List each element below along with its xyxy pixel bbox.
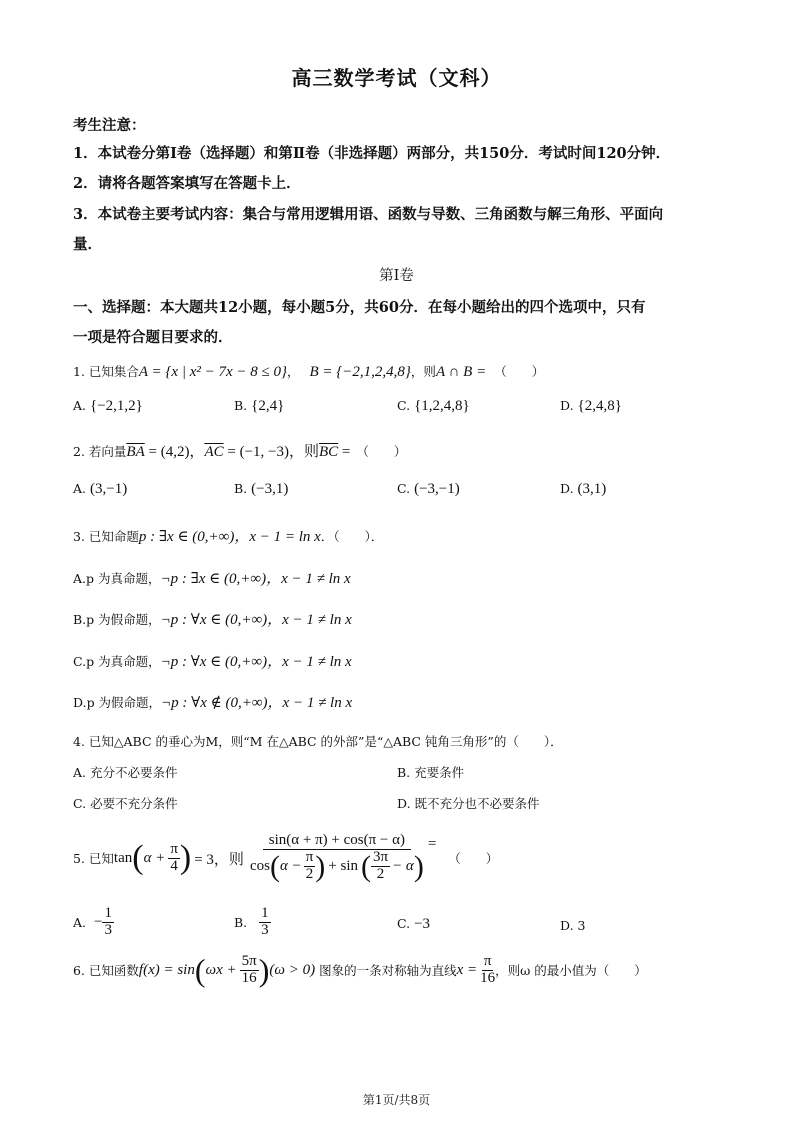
- q2-option-d[interactable]: D. (3,1): [560, 481, 607, 497]
- q2-vector-ba: $\overline{BA}$: [126, 444, 145, 460]
- q1-suffix: ，则: [410, 364, 436, 379]
- q2-prefix: 2. 若向量: [73, 444, 127, 459]
- q1-set-b: B = {−2,1,2,4,8}: [309, 364, 411, 380]
- question-5: 5. 已知 tan ( α + $\frac{\pi}{4}$ ) = 3，则 sin(α + π) + cos(π − α) cos ( α − $\frac{\pi}{2}$ ) + sin ( $\frac{3\pi}{2}$ − α ) = （ ）: [73, 832, 499, 883]
- q3-option-a[interactable]: A.p 为真命题，¬p : ∃x ∈ (0,+∞)，x − 1 ≠ ln x: [73, 571, 351, 587]
- q3-option-b[interactable]: B.p 为假命题，¬p : ∀x ∈ (0,+∞)，x − 1 ≠ ln x: [73, 612, 352, 628]
- question-3: 3. 已知命题p : ∃x ∈ (0,+∞)，x − 1 = ln x．（ ）．: [73, 529, 384, 545]
- q5-pi-over-4: $\frac{\pi}{4}$: [170, 840, 178, 874]
- q1-option-a[interactable]: A. {−2,1,2}: [73, 398, 143, 414]
- q1-prefix: 1. 已知集合: [73, 364, 139, 379]
- page-footer: 第1页/共8页: [362, 1093, 431, 1107]
- q1-paren: （ ）: [494, 364, 545, 379]
- q5-tan: tan: [113, 849, 133, 866]
- question-6: 6. 已知函数 f(x) = sin ( ωx + $\frac{5\pi}{16}$ ) (ω > 0) 图象的一条对称轴为直线 x = $\frac{\pi}{16}$ ，则ω 的最小值为（ ）: [73, 951, 647, 988]
- notice-item-3-cont: 量．: [73, 236, 102, 253]
- q6-phase: $\frac{5\pi}{16}$: [241, 952, 257, 986]
- section-label: 第Ⅰ卷: [379, 268, 414, 284]
- q3-expr: p : ∃x ∈ (0,+∞)，x − 1 = ln x: [138, 529, 321, 545]
- notice-item-3: 3．本试卷主要考试内容：集合与常用逻辑用语、函数与导数、三角函数与解三角形、平面向: [73, 206, 664, 223]
- q1-set-a: A = {x | x² − 7x − 8 ≤ 0}: [138, 364, 287, 380]
- q1-option-d[interactable]: D. {2,4,8}: [560, 398, 622, 414]
- q4-option-c[interactable]: C. 必要不充分条件: [73, 796, 178, 811]
- q5-fraction: sin(α + π) + cos(π − α) cos ( α − $\frac{\pi}{2}$ ) + sin ( $\frac{3\pi}{2}$ − α ): [249, 832, 424, 883]
- q3-option-d[interactable]: D.p 为假命题，¬p : ∀x ∉ (0,+∞)，x − 1 ≠ ln x: [73, 695, 353, 711]
- q2-option-a[interactable]: A. (3,−1): [73, 481, 128, 497]
- q2-vector-ac: $\overline{AC}$: [204, 444, 224, 460]
- question-2: 2. 若向量$\overline{BA} = (4,2)$，$\overline{AC} = (-1$, −3)，则$\overline{BC}$ = （ ）: [73, 444, 407, 460]
- q4-option-d[interactable]: D. 既不充分也不必要条件: [397, 796, 540, 811]
- q1-sep: ，: [287, 364, 300, 379]
- notice-item-1: 1．本试卷分第Ⅰ卷（选择题）和第Ⅱ卷（非选择题）两部分，共150分．考试时间120分钟．: [73, 145, 671, 162]
- q5-option-d[interactable]: D. 3: [560, 918, 586, 933]
- q1-expr: A ∩ B =: [435, 364, 487, 380]
- part1-instructions-cont: 一项是符合题目要求的．: [73, 329, 233, 346]
- notice-item-2: 2．请将各题答案填写在答题卡上．: [73, 175, 301, 192]
- q4-option-b[interactable]: B. 充要条件: [397, 765, 465, 780]
- part1-instructions: 一、选择题：本大题共12小题，每小题5分，共60分．在每小题给出的四个选项中，只有: [73, 299, 646, 316]
- q3-option-c[interactable]: C.p 为真命题，¬p : ∀x ∈ (0,+∞)，x − 1 ≠ ln x: [73, 654, 352, 670]
- q2-option-b[interactable]: B. (−3,1): [234, 481, 289, 497]
- q6-function: f(x) = sin: [138, 961, 195, 978]
- q5-option-a[interactable]: A. − $\frac{1}{3}$: [73, 905, 112, 938]
- q2-vector-bc: $\overline{BC}$: [318, 444, 339, 460]
- q6-axis-value: $\frac{\pi}{16}$: [480, 952, 496, 986]
- q1-option-c[interactable]: C. {1,2,4,8}: [397, 398, 470, 414]
- q2-option-c[interactable]: C. (−3,−1): [397, 481, 460, 497]
- q4-option-a[interactable]: A. 充分不必要条件: [73, 765, 178, 780]
- q1-option-b[interactable]: B. {2,4}: [234, 398, 285, 414]
- q5-option-b[interactable]: B. $\frac{1}{3}$: [234, 905, 269, 938]
- question-4: 4. 已知△ABC 的垂心为M，则“M 在△ABC 的外部”是“△ABC 钝角三角形”的（ ）．: [73, 734, 563, 749]
- q2-paren: （ ）: [356, 444, 407, 459]
- question-1: [73, 362, 544, 381]
- q5-option-c[interactable]: C. −3: [397, 916, 431, 932]
- page-title: 高三数学考试（文科）: [291, 66, 502, 90]
- notice-heading: 考生注意：: [73, 117, 146, 134]
